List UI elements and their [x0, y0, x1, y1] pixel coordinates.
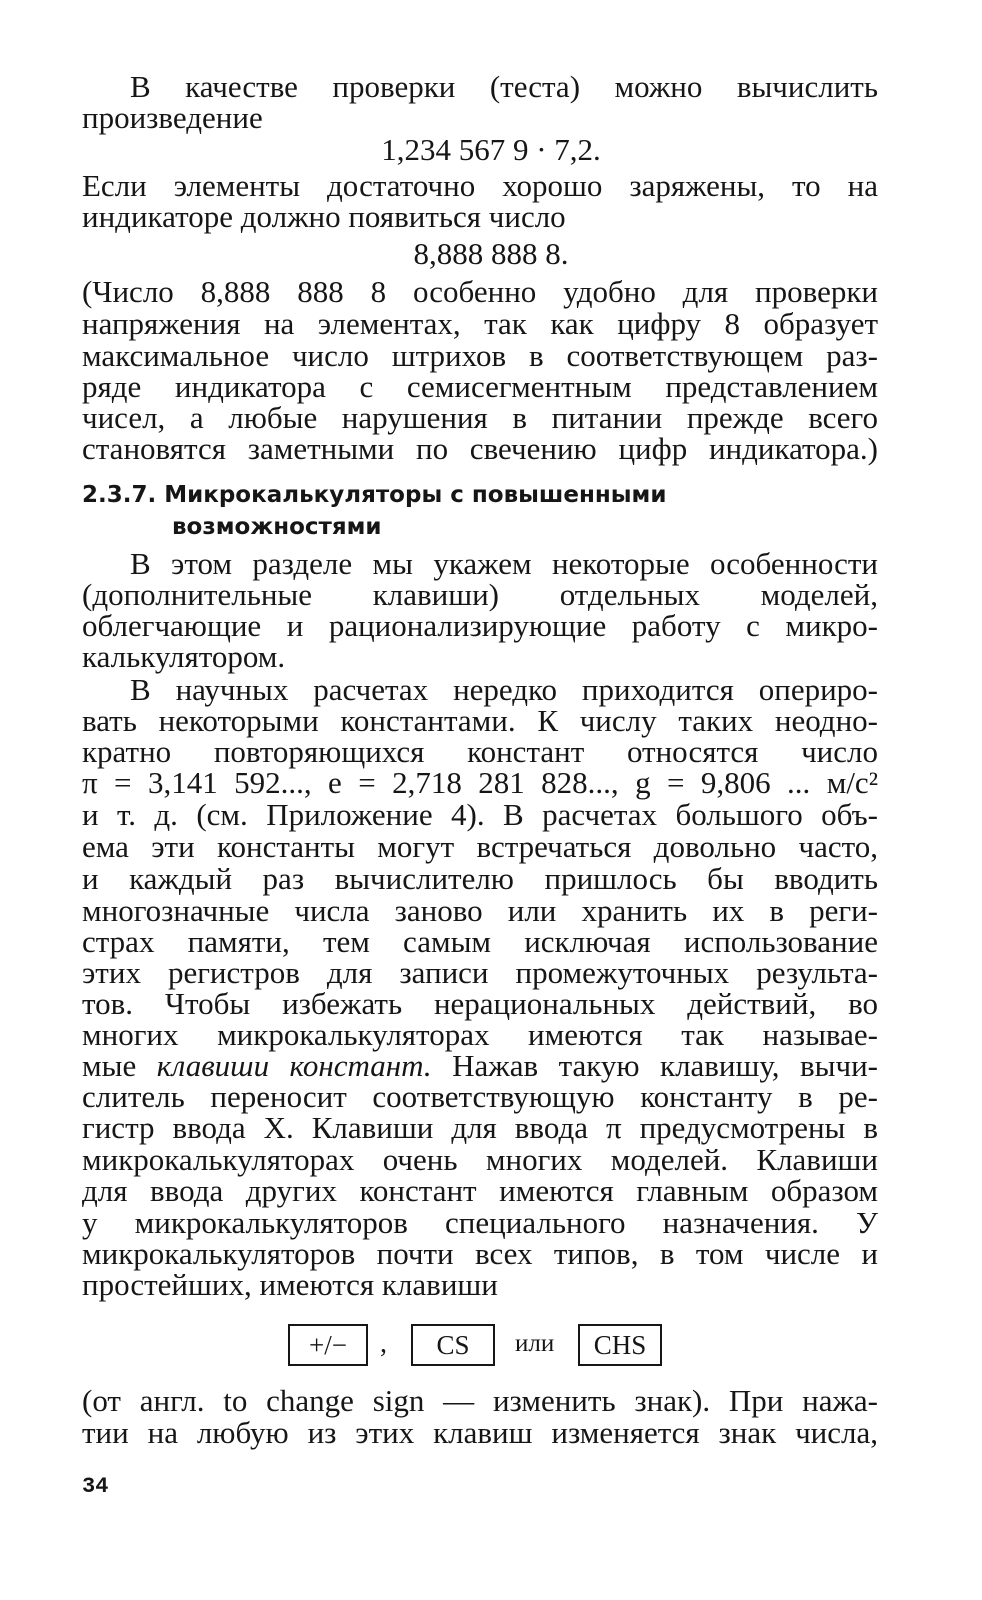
- text-line: и каждый раз вычислителю пришлось бы вводить: [82, 861, 878, 896]
- text-span: Нажав такую клавишу, вычи-: [431, 1048, 878, 1083]
- text-line: (от англ. to change sign — изменить знак). При нажа-: [82, 1383, 878, 1418]
- text-line: ряде индикатора с семисегментным представлением: [82, 369, 878, 404]
- page-number: 34: [82, 1474, 109, 1499]
- text-line: индикаторе должно появиться число: [82, 199, 566, 234]
- text-line: простейших, имеются клавиши: [82, 1267, 498, 1302]
- text-line: напряжения на элементах, так как цифру 8 образует: [82, 306, 878, 341]
- text-line: микрокалькуляторах очень многих моделей. Клавиши: [82, 1142, 878, 1177]
- separator-comma: ,: [380, 1328, 387, 1359]
- separator-or: или: [515, 1330, 555, 1357]
- text-line: В качестве проверки (теста) можно вычислить: [130, 69, 878, 104]
- text-line: и т. д. (см. Приложение 4). В расчетах большого объ-: [82, 797, 878, 832]
- text-line: для ввода других констант имеются главным образом: [82, 1173, 878, 1208]
- section-heading-continuation: возможностями: [172, 514, 382, 540]
- text-line: чисел, а любые нарушения в питании прежде всего: [82, 400, 878, 435]
- italic-term: клавиши констант.: [156, 1048, 432, 1083]
- section-heading: 2.3.7. Микрокалькуляторы с повышенными: [82, 482, 667, 508]
- text-line: кратно повторяющихся констант относятся число: [82, 734, 878, 769]
- text-line-constants: π = 3,141 592..., e = 2,718 281 828..., g = 9,806 ... м/с²: [82, 765, 878, 800]
- text-line: (Число 8,888 888 8 особенно удобно для проверки: [82, 274, 878, 309]
- text-span: мые: [82, 1048, 157, 1083]
- text-line: В этом разделе мы укажем некоторые особенности: [130, 546, 878, 581]
- text-line: этих регистров для записи промежуточных результа-: [82, 955, 878, 990]
- text-line: гистр ввода X. Клавиши для ввода π предусмотрены в: [82, 1110, 878, 1145]
- text-line: тии на любую из этих клавиш изменяется знак числа,: [82, 1415, 878, 1450]
- text-line: ема эти константы могут встречаться довольно часто,: [82, 829, 878, 864]
- text-line: Если элементы достаточно хорошо заряжены, то на: [82, 168, 878, 203]
- text-line: страх памяти, тем самым исключая использование: [82, 924, 878, 959]
- text-line: многозначные числа заново или хранить их в реги-: [82, 893, 878, 928]
- text-line: слитель переносит соответствующую константу в ре-: [82, 1079, 878, 1114]
- text-line: максимальное число штрихов в соответствующем раз-: [82, 338, 878, 373]
- text-line: многих микрокалькуляторах имеются так называе-: [82, 1017, 878, 1052]
- text-line: тов. Чтобы избежать нерациональных действий, во: [82, 986, 878, 1021]
- text-line: облегчающие и рационализирующие работу с микро-: [82, 608, 878, 643]
- key-chs: CHS: [578, 1324, 662, 1366]
- text-line: калькулятором.: [82, 639, 286, 674]
- text-line: становятся заметными по свечению цифр индикатора.): [82, 431, 878, 466]
- text-line: у микрокалькуляторов специального назначения. У: [82, 1205, 878, 1240]
- text-line: произведение: [82, 100, 263, 135]
- key-cs: CS: [411, 1324, 495, 1366]
- text-line: (дополнительные клавиши) отдельных моделей,: [82, 577, 878, 612]
- text-line: В научных расчетах нередко приходится опериро-: [130, 672, 878, 707]
- formula: 1,234 567 9 · 7,2.: [381, 132, 601, 167]
- text-line: микрокалькуляторов почти всех типов, в том числе и: [82, 1236, 878, 1271]
- key-plus-minus: +/−: [288, 1324, 368, 1366]
- text-line: вать некоторыми константами. К числу таких неодно-: [82, 703, 878, 738]
- text-line: [82, 1050, 878, 1081]
- formula: 8,888 888 8.: [413, 236, 569, 271]
